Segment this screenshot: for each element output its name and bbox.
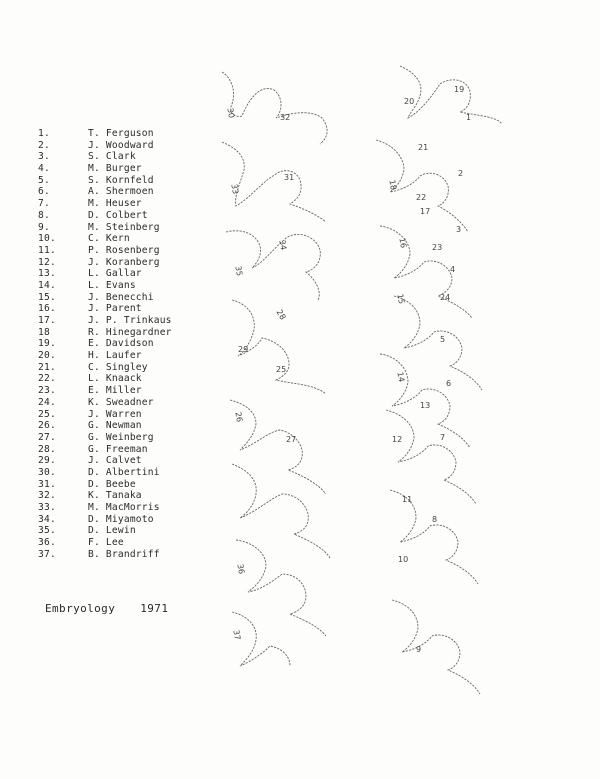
- participant-name: L. Evans: [88, 279, 136, 291]
- silhouette-number-label: 3: [456, 225, 462, 234]
- silhouette-number-label: 10: [398, 555, 409, 564]
- caption-course: Embryology: [45, 602, 116, 615]
- participant-number: 16.: [38, 303, 56, 315]
- head-silhouette-outline: [222, 72, 327, 144]
- participant-number: 35.: [38, 525, 56, 537]
- participant-number: 17.: [38, 315, 56, 326]
- participant-name: E. Miller: [88, 385, 142, 397]
- participant-name: C. Singley: [88, 361, 148, 373]
- participant-number: 8.: [38, 209, 50, 221]
- participant-name: K. Sweadner: [88, 396, 154, 408]
- silhouette-number-label: 21: [418, 143, 429, 152]
- participant-number: 14.: [38, 279, 56, 291]
- participant-name: G. Weinberg: [88, 431, 154, 443]
- silhouette-number-label: 7: [440, 433, 446, 442]
- participant-name: L. Gallar: [88, 268, 142, 280]
- silhouette-number-label: 9: [416, 645, 422, 654]
- head-silhouette-outline: [230, 400, 326, 494]
- participant-name: K. Tanaka: [88, 490, 142, 502]
- participant-number: 6.: [38, 186, 50, 198]
- silhouette-number-label: 16: [397, 237, 408, 249]
- participant-number: 31.: [38, 478, 56, 490]
- participant-name: S. Clark: [88, 151, 136, 163]
- participant-number: 33.: [38, 502, 56, 513]
- participant-name: M. Steinberg: [88, 221, 160, 233]
- silhouette-number-label: 24: [440, 293, 451, 302]
- head-silhouette-outline: [400, 66, 502, 124]
- head-silhouette-outline: [232, 464, 330, 558]
- participant-name: L. Knaack: [88, 373, 142, 385]
- silhouette-number-label: 27: [286, 435, 297, 444]
- participant-name: D. Lewin: [88, 525, 136, 537]
- participant-name: E. Davidson: [88, 338, 154, 350]
- participant-name: T. Ferguson: [88, 128, 154, 139]
- participant-name: J. Calvet: [88, 455, 142, 467]
- participant-name: G. Freeman: [88, 443, 148, 455]
- silhouette-number-label: 37: [231, 629, 242, 641]
- participant-number: 11.: [38, 244, 56, 256]
- silhouette-number-label: 20: [404, 97, 415, 106]
- silhouette-column-left: [222, 72, 330, 666]
- participant-number: 4.: [38, 163, 50, 175]
- head-silhouette-outline: [392, 600, 480, 694]
- silhouette-number-label: 23: [432, 243, 443, 252]
- participant-number: 20.: [38, 350, 56, 362]
- caption-year: 1971: [140, 602, 169, 615]
- silhouette-number-label: 8: [432, 515, 438, 524]
- silhouette-number-label: 26: [233, 411, 244, 423]
- participant-number: 3.: [38, 151, 50, 163]
- participant-name: M. Heuser: [88, 198, 142, 210]
- silhouette-number-label: 12: [392, 435, 403, 444]
- participant-number: 36.: [38, 537, 56, 549]
- silhouette-number-label: 33: [229, 183, 240, 195]
- silhouette-number-label: 25: [276, 365, 287, 374]
- participant-name: B. Brandriff: [88, 548, 160, 560]
- participant-number: 25.: [38, 408, 56, 420]
- participant-name: M. MacMorris: [88, 502, 160, 513]
- silhouette-number-label: 14: [395, 371, 406, 383]
- head-silhouette-outline: [394, 296, 482, 390]
- participant-name: D. Beebe: [88, 478, 136, 490]
- silhouette-number-label: 4: [450, 265, 456, 274]
- participant-name: J. Parent: [88, 303, 142, 315]
- participant-name: J. Koranberg: [88, 256, 160, 268]
- participant-number: 34.: [38, 513, 56, 525]
- silhouette-number-label: 34: [277, 239, 288, 251]
- participant-name: H. Laufer: [88, 350, 142, 362]
- silhouette-number-label: 2: [458, 169, 464, 178]
- participant-name: J. Benecchi: [88, 291, 154, 303]
- head-silhouette-outline: [386, 410, 476, 504]
- silhouette-number-label: 36: [235, 563, 246, 575]
- silhouette-number-label: 32: [280, 113, 291, 122]
- participant-name: R. Hinegardner: [88, 326, 172, 338]
- participant-name: M. Burger: [88, 163, 142, 175]
- participant-number: 26.: [38, 420, 56, 432]
- participant-number: 19.: [38, 338, 56, 350]
- participant-number: 12.: [38, 256, 56, 268]
- participant-number: 10.: [38, 233, 56, 245]
- participant-number: 37.: [38, 548, 56, 560]
- participant-name: D. Albertini: [88, 466, 160, 478]
- participant-name: J. Woodward: [88, 139, 154, 151]
- participant-name: S. Kornfeld: [88, 174, 154, 186]
- participant-name: D. Colbert: [88, 209, 148, 221]
- head-silhouette-outline: [390, 490, 478, 584]
- participant-name: F. Lee: [88, 537, 124, 549]
- silhouette-number-label: 11: [402, 495, 413, 504]
- silhouette-number-label: 17: [420, 207, 431, 216]
- participant-number: 7.: [38, 198, 50, 210]
- participant-name: J. Warren: [88, 408, 142, 420]
- head-silhouette-outline: [236, 540, 326, 636]
- participant-name: D. Miyamoto: [88, 513, 154, 525]
- participant-number: 9.: [38, 221, 50, 233]
- participant-name: P. Rosenberg: [88, 244, 160, 256]
- participant-number: 24.: [38, 396, 56, 408]
- head-silhouette-outline: [380, 226, 472, 318]
- silhouette-number-label: 29: [238, 345, 249, 354]
- participant-number: 29.: [38, 455, 56, 467]
- silhouette-number-label: 19: [454, 85, 465, 94]
- silhouette-number-label: 5: [440, 335, 446, 344]
- silhouette-number-label: 31: [284, 173, 295, 182]
- participant-name: G. Newman: [88, 420, 142, 432]
- silhouette-number-label: 35: [233, 265, 244, 277]
- participant-number: 27.: [38, 431, 56, 443]
- participant-number: 28.: [38, 443, 56, 455]
- participant-number: 22.: [38, 373, 56, 385]
- silhouette-number-label: 15: [395, 293, 406, 305]
- silhouette-column-right: [376, 66, 502, 694]
- silhouette-number-label: 13: [420, 401, 431, 410]
- participant-number: 30.: [38, 466, 56, 478]
- participant-name: J. P. Trinkaus: [88, 315, 172, 326]
- silhouette-number-label: 22: [416, 193, 427, 202]
- silhouette-number-label: 30: [225, 107, 236, 119]
- silhouette-number-label: 6: [446, 379, 452, 388]
- participant-number: 21.: [38, 361, 56, 373]
- silhouette-number-label: 18: [387, 179, 398, 191]
- participant-name: C. Kern: [88, 233, 130, 245]
- participant-number: 18: [38, 326, 50, 338]
- participant-number: 15.: [38, 291, 56, 303]
- silhouette-number-label: 1: [466, 113, 472, 122]
- participant-number: 2.: [38, 139, 50, 151]
- head-silhouette-outline: [222, 142, 326, 222]
- participant-number: 13.: [38, 268, 56, 280]
- participant-number: 5.: [38, 174, 50, 186]
- participant-number: 23.: [38, 385, 56, 397]
- silhouette-number-label: 28: [274, 308, 288, 322]
- participant-number: 32.: [38, 490, 56, 502]
- participant-name: A. Shermoen: [88, 186, 154, 198]
- participant-number: 1.: [38, 128, 50, 139]
